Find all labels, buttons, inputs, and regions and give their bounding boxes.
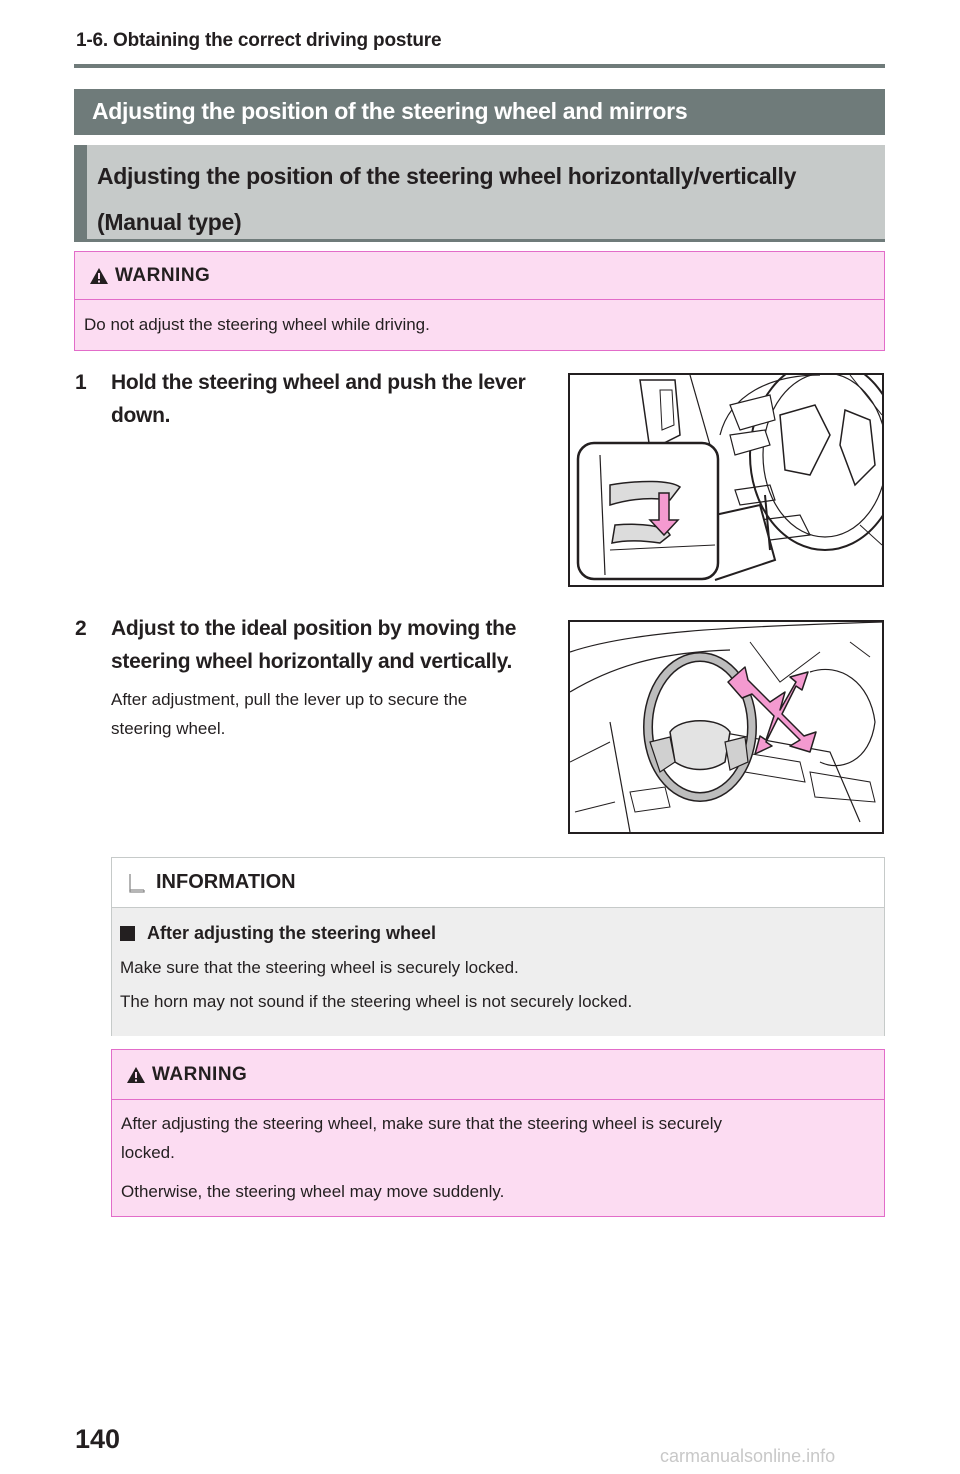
subsection-title-line1: Adjusting the position of the steering wheel horizontally/vertically	[97, 163, 797, 189]
warning-heading-2: WARNING	[152, 1063, 248, 1085]
warning-2-line1: After adjusting the steering wheel, make sure that the steering wheel is securely	[121, 1114, 722, 1133]
step-2-note-line1: After adjustment, pull the lever up to secure the	[111, 690, 468, 709]
watermark: carmanualsonline.info	[660, 1446, 836, 1466]
warning-triangle-icon	[89, 267, 109, 285]
steering-lever-illustration	[570, 375, 882, 585]
subsection-accent	[74, 145, 87, 239]
warning-text-2	[112, 1100, 884, 1216]
warning-text-1: Do not adjust the steering wheel while driving.	[84, 315, 430, 334]
figure-steering-adjust	[568, 620, 884, 834]
step-2-note-line2: steering wheel.	[111, 719, 226, 738]
step-2-line2: steering wheel horizontally and vertically.	[111, 650, 512, 673]
running-head: 1-6. Obtaining the correct driving posture	[76, 30, 442, 51]
warning-box-1	[74, 251, 885, 351]
step-text-1	[111, 366, 551, 432]
warning-2-line3: Otherwise, the steering wheel may move suddenly.	[121, 1182, 505, 1201]
warning-header-1	[75, 252, 884, 300]
warning-triangle-icon	[126, 1066, 146, 1084]
step-text-2	[111, 612, 551, 678]
information-text-1: Make sure that the steering wheel is securely locked.	[120, 958, 519, 977]
figure-steering-lever	[568, 373, 884, 587]
subsection-title-bar	[74, 145, 885, 239]
step-1-line2: down.	[111, 404, 171, 427]
section-title: Adjusting the position of the steering wheel and mirrors	[74, 89, 885, 135]
information-header	[112, 858, 884, 908]
warning-heading-1: WARNING	[115, 264, 211, 286]
warning-header-2	[112, 1050, 884, 1100]
information-item-title-text: After adjusting the steering wheel	[147, 922, 437, 943]
subsection-rule	[74, 239, 885, 242]
information-heading: INFORMATION	[156, 871, 296, 893]
book-icon	[126, 872, 148, 894]
header-rule	[74, 64, 885, 68]
information-box	[111, 857, 885, 1036]
information-item-title	[120, 918, 876, 948]
step-2-note	[111, 685, 551, 743]
step-number-2: 2	[75, 617, 87, 640]
information-text-2: The horn may not sound if the steering wheel is not securely locked.	[120, 992, 633, 1011]
step-1-line1: Hold the steering wheel and push the lever	[111, 371, 526, 394]
information-body	[112, 908, 884, 1036]
warning-2-line2: locked.	[121, 1143, 175, 1162]
subsection-title-line2: (Manual type)	[97, 209, 242, 235]
steering-adjust-illustration	[570, 622, 882, 832]
square-bullet-icon	[120, 926, 135, 941]
step-number-1: 1	[75, 371, 87, 394]
warning-box-2	[111, 1049, 885, 1217]
step-2-line1: Adjust to the ideal position by moving the	[111, 617, 517, 640]
page-number: 140	[75, 1424, 121, 1454]
